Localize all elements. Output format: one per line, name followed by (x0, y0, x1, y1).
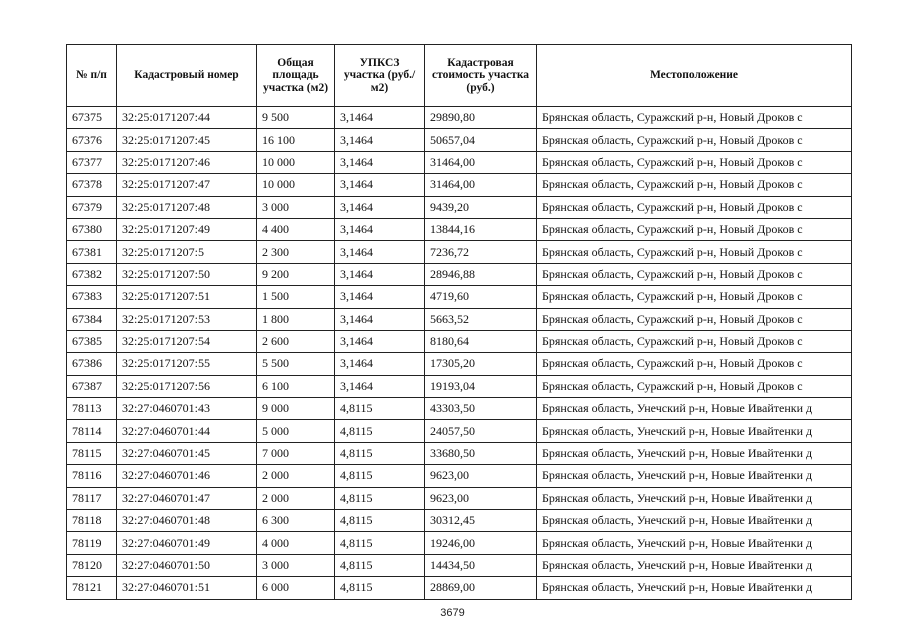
cell-cadastral: 32:25:0171207:5 (117, 241, 257, 263)
cell-num: 78119 (67, 532, 117, 554)
cell-upkz: 4,8115 (335, 554, 425, 576)
table-header-row (67, 45, 852, 107)
cell-cadastral: 32:25:0171207:48 (117, 196, 257, 218)
cell-num: 78121 (67, 577, 117, 599)
cell-area: 16 100 (257, 129, 335, 151)
cell-cost: 9439,20 (425, 196, 537, 218)
cell-location: Брянская область, Суражский р-н, Новый Дроков с (537, 353, 852, 375)
cell-location: Брянская область, Суражский р-н, Новый Дроков с (537, 129, 852, 151)
cell-area: 5 000 (257, 420, 335, 442)
cell-cost: 5663,52 (425, 308, 537, 330)
cell-cadastral: 32:25:0171207:54 (117, 330, 257, 352)
cell-cadastral: 32:27:0460701:44 (117, 420, 257, 442)
table-row (67, 442, 852, 464)
table-row (67, 107, 852, 129)
cell-cost: 43303,50 (425, 398, 537, 420)
cell-upkz: 3,1464 (335, 174, 425, 196)
cell-location: Брянская область, Суражский р-н, Новый Дроков с (537, 263, 852, 285)
cell-upkz: 4,8115 (335, 420, 425, 442)
cell-location: Брянская область, Суражский р-н, Новый Дроков с (537, 151, 852, 173)
cell-area: 5 500 (257, 353, 335, 375)
cell-num: 78120 (67, 554, 117, 576)
cell-location: Брянская область, Суражский р-н, Новый Дроков с (537, 375, 852, 397)
table-row (67, 218, 852, 240)
cell-cost: 14434,50 (425, 554, 537, 576)
cell-cost: 8180,64 (425, 330, 537, 352)
cell-location: Брянская область, Унечский р-н, Новые Ивайтенки д (537, 420, 852, 442)
cell-cost: 19246,00 (425, 532, 537, 554)
cell-area: 7 000 (257, 442, 335, 464)
cell-area: 2 000 (257, 487, 335, 509)
cell-cadastral: 32:25:0171207:50 (117, 263, 257, 285)
table-row (67, 577, 852, 599)
table-row (67, 330, 852, 352)
cell-cadastral: 32:27:0460701:48 (117, 510, 257, 532)
cell-upkz: 4,8115 (335, 465, 425, 487)
table-row (67, 263, 852, 285)
cell-area: 9 500 (257, 107, 335, 129)
cell-upkz: 3,1464 (335, 107, 425, 129)
cell-location: Брянская область, Суражский р-н, Новый Дроков с (537, 330, 852, 352)
cell-cadastral: 32:25:0171207:49 (117, 218, 257, 240)
table-row (67, 420, 852, 442)
cell-upkz: 3,1464 (335, 151, 425, 173)
table-row (67, 151, 852, 173)
cell-upkz: 3,1464 (335, 353, 425, 375)
cell-cadastral: 32:27:0460701:51 (117, 577, 257, 599)
cell-num: 67385 (67, 330, 117, 352)
cell-cadastral: 32:25:0171207:46 (117, 151, 257, 173)
table-row (67, 196, 852, 218)
cell-cost: 17305,20 (425, 353, 537, 375)
cell-cost: 28946,88 (425, 263, 537, 285)
table-row (67, 129, 852, 151)
cell-cadastral: 32:27:0460701:45 (117, 442, 257, 464)
cell-cost: 50657,04 (425, 129, 537, 151)
cell-area: 3 000 (257, 554, 335, 576)
cell-upkz: 4,8115 (335, 577, 425, 599)
cell-area: 1 500 (257, 286, 335, 308)
cell-location: Брянская область, Суражский р-н, Новый Дроков с (537, 196, 852, 218)
cell-upkz: 3,1464 (335, 330, 425, 352)
table-row (67, 487, 852, 509)
cell-location: Брянская область, Унечский р-н, Новые Ивайтенки д (537, 554, 852, 576)
cell-area: 2 000 (257, 465, 335, 487)
cell-upkz: 3,1464 (335, 241, 425, 263)
cell-cost: 33680,50 (425, 442, 537, 464)
cell-num: 67386 (67, 353, 117, 375)
header-cadastral-cost: Кадастровая стоимость участка (руб.) (425, 45, 537, 107)
cell-upkz: 3,1464 (335, 375, 425, 397)
cell-upkz: 3,1464 (335, 218, 425, 240)
cell-cost: 28869,00 (425, 577, 537, 599)
cell-num: 67377 (67, 151, 117, 173)
cell-location: Брянская область, Унечский р-н, Новые Ивайтенки д (537, 398, 852, 420)
cell-location: Брянская область, Суражский р-н, Новый Дроков с (537, 107, 852, 129)
cell-area: 10 000 (257, 174, 335, 196)
cell-cadastral: 32:25:0171207:47 (117, 174, 257, 196)
cell-num: 67387 (67, 375, 117, 397)
table-row (67, 174, 852, 196)
cell-location: Брянская область, Унечский р-н, Новые Ивайтенки д (537, 532, 852, 554)
cell-cadastral: 32:25:0171207:53 (117, 308, 257, 330)
cell-upkz: 4,8115 (335, 398, 425, 420)
cell-num: 67379 (67, 196, 117, 218)
table-row (67, 398, 852, 420)
cell-location: Брянская область, Унечский р-н, Новые Ивайтенки д (537, 510, 852, 532)
cell-num: 67383 (67, 286, 117, 308)
cell-location: Брянская область, Суражский р-н, Новый Дроков с (537, 286, 852, 308)
table-row (67, 286, 852, 308)
cell-cadastral: 32:27:0460701:47 (117, 487, 257, 509)
cell-cadastral: 32:27:0460701:43 (117, 398, 257, 420)
cell-num: 78118 (67, 510, 117, 532)
cell-area: 9 200 (257, 263, 335, 285)
cell-location: Брянская область, Суражский р-н, Новый Дроков с (537, 241, 852, 263)
cell-upkz: 4,8115 (335, 487, 425, 509)
cell-cost: 31464,00 (425, 174, 537, 196)
cell-cost: 19193,04 (425, 375, 537, 397)
cell-area: 6 100 (257, 375, 335, 397)
cell-location: Брянская область, Унечский р-н, Новые Ивайтенки д (537, 577, 852, 599)
cell-cost: 9623,00 (425, 465, 537, 487)
cell-area: 6 000 (257, 577, 335, 599)
cell-cost: 24057,50 (425, 420, 537, 442)
cell-cadastral: 32:27:0460701:50 (117, 554, 257, 576)
cell-location: Брянская область, Унечский р-н, Новые Ивайтенки д (537, 442, 852, 464)
cell-upkz: 4,8115 (335, 442, 425, 464)
table-row (67, 353, 852, 375)
cell-cadastral: 32:25:0171207:55 (117, 353, 257, 375)
table-row (67, 510, 852, 532)
header-upkz: УПКСЗ участка (руб./м2) (335, 45, 425, 107)
cell-num: 78117 (67, 487, 117, 509)
cell-area: 2 600 (257, 330, 335, 352)
cell-area: 2 300 (257, 241, 335, 263)
cell-area: 10 000 (257, 151, 335, 173)
cell-location: Брянская область, Унечский р-н, Новые Ивайтенки д (537, 487, 852, 509)
cadastral-value-table (66, 44, 852, 600)
cell-cost: 4719,60 (425, 286, 537, 308)
cell-area: 1 800 (257, 308, 335, 330)
cell-num: 67376 (67, 129, 117, 151)
cell-area: 6 300 (257, 510, 335, 532)
cell-upkz: 3,1464 (335, 196, 425, 218)
table-row (67, 375, 852, 397)
cell-area: 4 400 (257, 218, 335, 240)
cell-upkz: 4,8115 (335, 532, 425, 554)
cell-num: 78114 (67, 420, 117, 442)
cell-num: 67375 (67, 107, 117, 129)
cell-cadastral: 32:25:0171207:56 (117, 375, 257, 397)
table-row (67, 308, 852, 330)
cell-cost: 7236,72 (425, 241, 537, 263)
cell-cost: 30312,45 (425, 510, 537, 532)
cell-area: 4 000 (257, 532, 335, 554)
table-row (67, 241, 852, 263)
table-row (67, 532, 852, 554)
cell-cadastral: 32:25:0171207:51 (117, 286, 257, 308)
cell-area: 9 000 (257, 398, 335, 420)
cell-upkz: 3,1464 (335, 263, 425, 285)
cell-cost: 13844,16 (425, 218, 537, 240)
cell-location: Брянская область, Суражский р-н, Новый Дроков с (537, 218, 852, 240)
cell-area: 3 000 (257, 196, 335, 218)
cell-num: 67384 (67, 308, 117, 330)
table-row (67, 465, 852, 487)
cell-num: 78113 (67, 398, 117, 420)
header-area: Общая площадь участка (м2) (257, 45, 335, 107)
cell-cadastral: 32:25:0171207:45 (117, 129, 257, 151)
cell-upkz: 3,1464 (335, 286, 425, 308)
cell-num: 67382 (67, 263, 117, 285)
cell-cadastral: 32:25:0171207:44 (117, 107, 257, 129)
cell-upkz: 3,1464 (335, 308, 425, 330)
cell-cost: 29890,80 (425, 107, 537, 129)
cell-num: 78115 (67, 442, 117, 464)
cell-cost: 9623,00 (425, 487, 537, 509)
cell-cadastral: 32:27:0460701:49 (117, 532, 257, 554)
cell-num: 67380 (67, 218, 117, 240)
cell-location: Брянская область, Суражский р-н, Новый Дроков с (537, 174, 852, 196)
page-number: 3679 (440, 607, 465, 619)
header-location: Местоположение (537, 45, 852, 107)
cell-cost: 31464,00 (425, 151, 537, 173)
cell-location: Брянская область, Суражский р-н, Новый Дроков с (537, 308, 852, 330)
cell-num: 78116 (67, 465, 117, 487)
cell-num: 67378 (67, 174, 117, 196)
header-num: № п/п (67, 45, 117, 107)
cell-num: 67381 (67, 241, 117, 263)
table-row (67, 554, 852, 576)
cell-location: Брянская область, Унечский р-н, Новые Ивайтенки д (537, 465, 852, 487)
cell-upkz: 4,8115 (335, 510, 425, 532)
cell-cadastral: 32:27:0460701:46 (117, 465, 257, 487)
cell-upkz: 3,1464 (335, 129, 425, 151)
header-cadastral-number: Кадастровый номер (117, 45, 257, 107)
